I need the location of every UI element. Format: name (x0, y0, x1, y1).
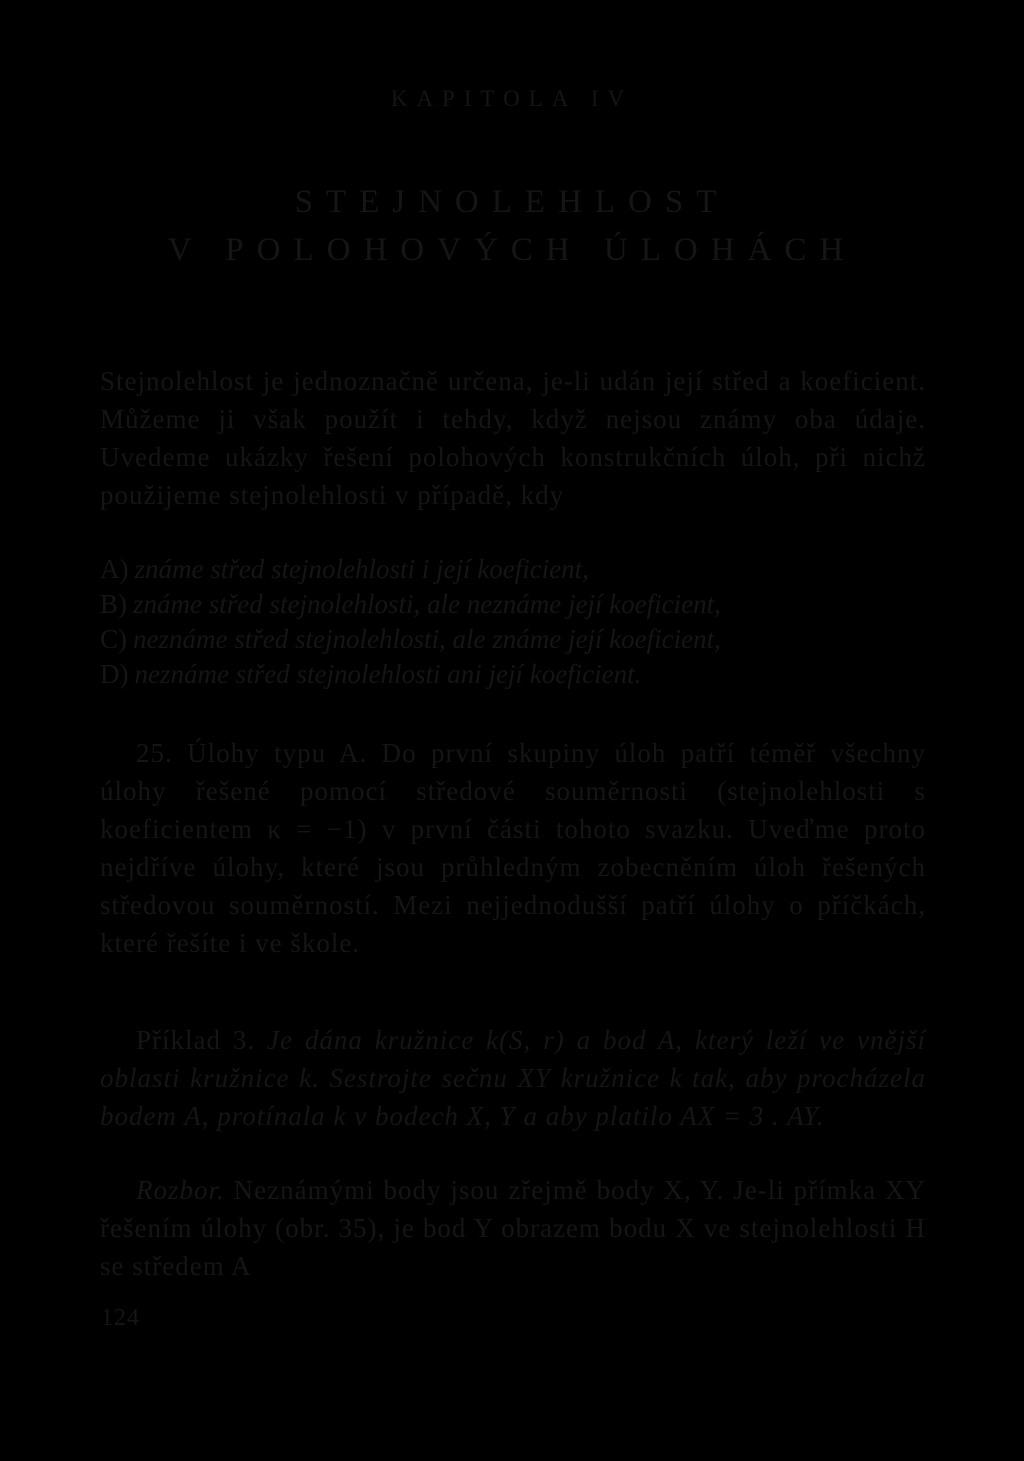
analysis-paragraph (100, 1171, 926, 1285)
page-number: 124 (101, 1305, 140, 1331)
example-label: Příklad 3. (136, 1025, 256, 1055)
analysis-text: Neznámými body jsou zřejmě body X, Y. Je-li přímka XY řešením úlohy (obr. 35), je bod Y obrazem bodu X ve stejnolehlosti H se středem A (100, 1175, 926, 1281)
case-letter: A) (100, 554, 129, 584)
case-text: známe střed stejnolehlosti, ale neznáme její koeficient, (133, 589, 721, 619)
analysis-label: Rozbor. (136, 1175, 225, 1205)
case-item-d (100, 657, 926, 692)
case-letter: C) (100, 624, 127, 654)
chapter-title-line-2: V POLOHOVÝCH ÚLOHÁCH (167, 232, 857, 268)
case-letter: B) (100, 589, 127, 619)
chapter-label: KAPITOLA IV (390, 86, 634, 111)
case-item-b (100, 587, 926, 622)
case-item-c (100, 622, 926, 657)
chapter-title-line-1: STEJNOLEHLOST (294, 184, 730, 220)
intro-paragraph: Stejnolehlost je jednoznačně určena, je-li udán její střed a koeficient. Můžeme ji však použít i tehdy, když nejsou známy oba údaje. Uvedeme ukázky řešení polohových konstrukčních úloh, při nichž použijeme stejnolehlosti v případě, kdy (100, 366, 926, 510)
case-text: známe střed stejnolehlosti i její koeficient, (134, 554, 589, 584)
case-text: neznáme střed stejnolehlosti, ale známe její koeficient, (133, 624, 721, 654)
case-list (100, 552, 926, 692)
example-text: Je dána kružnice k(S, r) a bod A, který leží ve vnější oblasti kružnice k. Sestrojte sečnu XY kružnice k tak, aby procházela bodem A, protínala k v bodech X, Y a aby platilo AX = 3 . AY. (100, 1025, 926, 1131)
example-3-paragraph (100, 1021, 926, 1135)
case-letter: D) (100, 659, 129, 689)
case-item-a (100, 552, 926, 587)
case-text: neznáme střed stejnolehlosti ani její koeficient. (134, 659, 642, 689)
section-25-paragraph: 25. Úlohy typu A. Do první skupiny úloh patří téměř všechny úlohy řešené pomocí středové souměrnosti (stejnolehlosti s koeficientem κ = −1) v první části tohoto svazku. Uveďme proto nejdříve úlohy, které jsou průhledným zobecněním úloh řešených středovou souměrností. Mezi nejjednodušší patří úlohy o příčkách, které řešíte i ve škole. (100, 738, 926, 958)
